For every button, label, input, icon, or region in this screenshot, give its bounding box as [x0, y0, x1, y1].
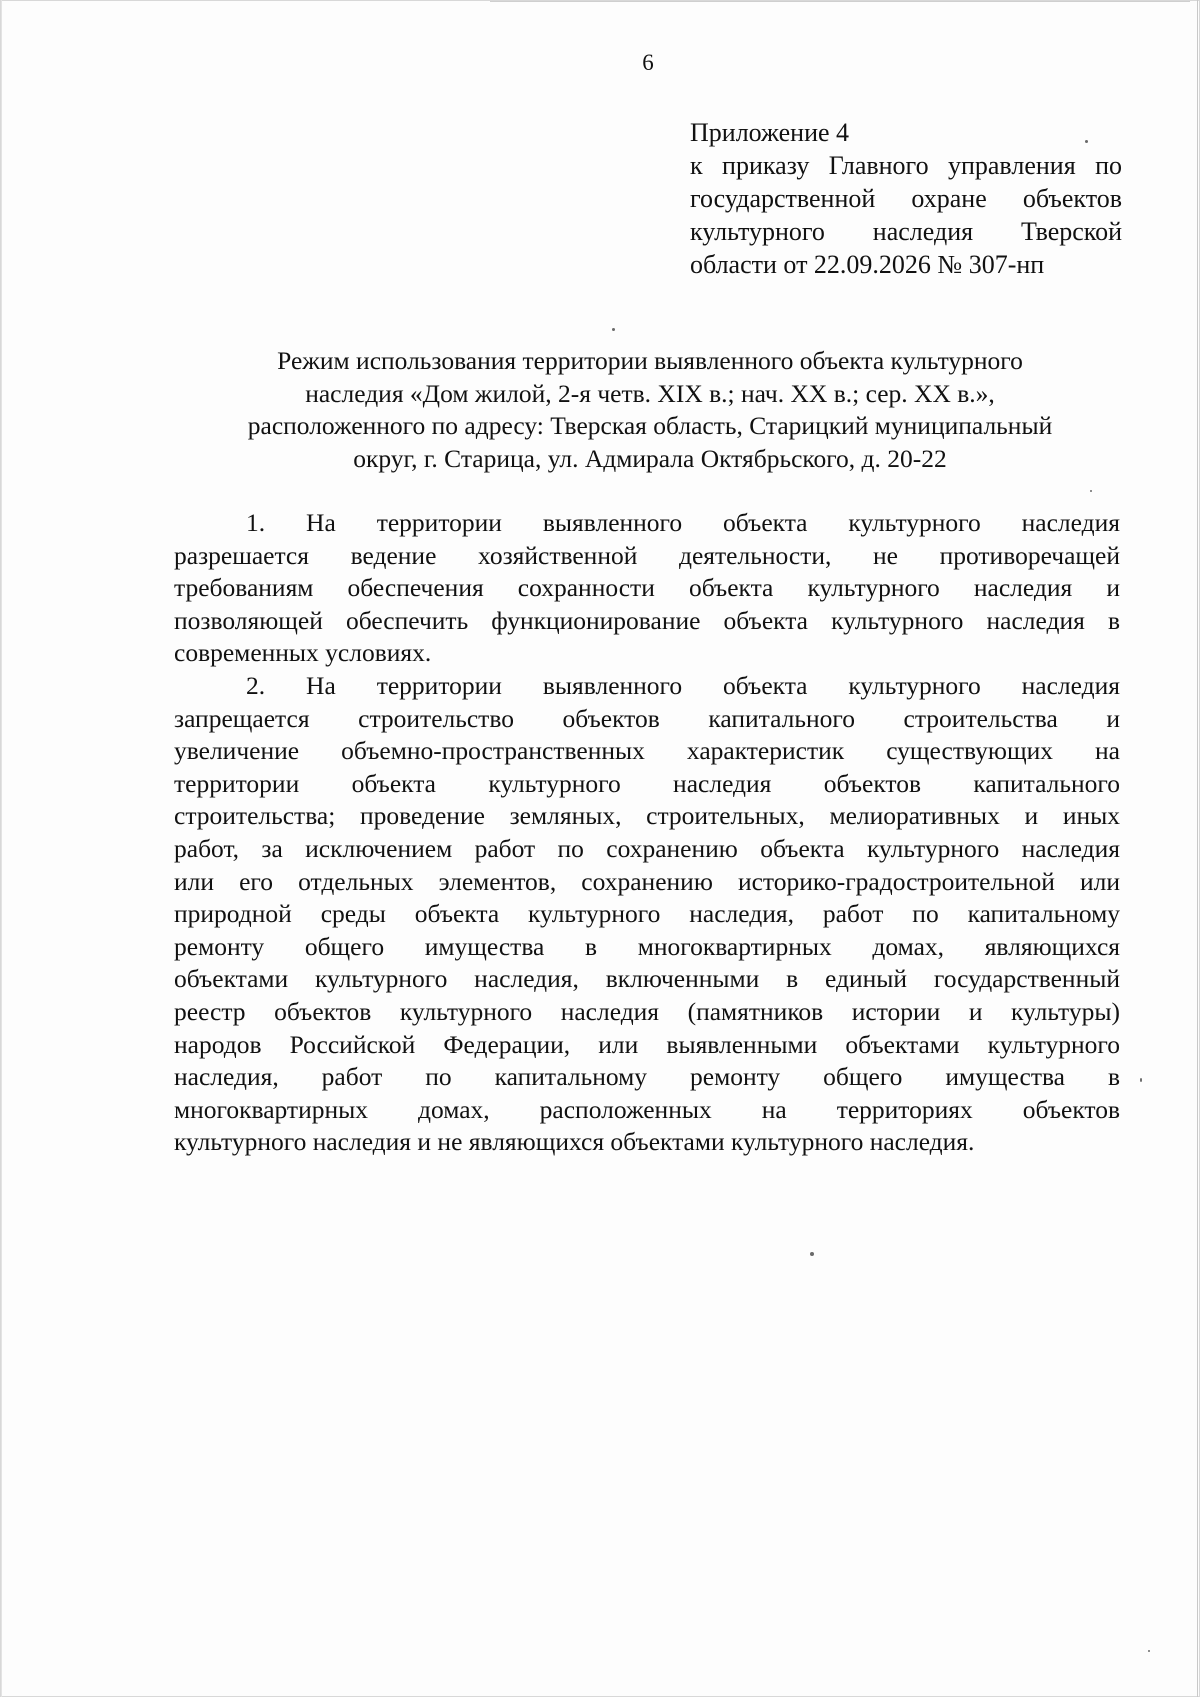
paragraph-line: народов Российской Федерации, или выявленными объектами культурного [174, 1029, 1120, 1059]
annex-line: к приказу Главного управления по [690, 151, 1122, 180]
scan-speck [810, 1252, 814, 1256]
paragraph-line: наследия, работ по капитальному ремонту общего имущества в [174, 1062, 1120, 1092]
paragraph-1 [174, 507, 1120, 670]
scan-speck [1085, 140, 1088, 143]
paragraph-line: увеличение объемно-пространственных характеристик существующих на [174, 736, 1120, 766]
paragraph-line: современных условиях. [174, 638, 432, 668]
scan-edge-top [490, 1, 1190, 2]
paragraph-line: культурного наследия и не являющихся объектами культурного наследия. [174, 1127, 975, 1157]
paragraph-line: позволяющей обеспечить функционирование объекта культурного наследия в [174, 605, 1120, 635]
title-line: расположенного по адресу: Тверская область, Старицкий муниципальный [247, 411, 1053, 440]
page-number: 6 [642, 50, 654, 75]
paragraph-line: 1. На территории выявленного объекта культурного наследия [246, 508, 1120, 537]
paragraph-line: реестр объектов культурного наследия (памятников истории и культуры) [174, 996, 1120, 1026]
paragraph-line: требованиям обеспечения сохранности объекта культурного наследия и [174, 573, 1120, 603]
paragraph-line: ремонту общего имущества в многоквартирных домах, являющихся [174, 931, 1120, 961]
annex-line: культурного наследия Тверской [690, 217, 1122, 246]
paragraph-line: запрещается строительство объектов капитального строительства и [174, 703, 1120, 733]
document-title [170, 345, 1130, 475]
title-line: наследия «Дом жилой, 2-я четв. XIX в.; нач. XX в.; сер. XX в.», [305, 378, 995, 408]
annex-reference [690, 116, 1122, 281]
paragraph-line: объектами культурного наследия, включенными в единый государственный [174, 964, 1120, 994]
paragraph-line: разрешается ведение хозяйственной деятельности, не противоречащей [174, 540, 1120, 570]
title-line: округ, г. Старица, ул. Адмирала Октябрьского, д. 20-22 [353, 443, 947, 473]
paragraph-line: природной среды объекта культурного наследия, работ по капитальному [174, 899, 1120, 929]
annex-line: области от 22.09.2026 № 307-нп [690, 250, 1045, 279]
paragraph-line: работ, за исключением работ по сохранению объекта культурного наследия [174, 833, 1120, 863]
paragraph-line: 2. На территории выявленного объекта культурного наследия [246, 670, 1120, 700]
paragraph-line: многоквартирных домах, расположенных на территориях объектов [174, 1094, 1120, 1124]
title-line: Режим использования территории выявленного объекта культурного [277, 346, 1023, 375]
scan-speck [1090, 490, 1092, 492]
paragraph-2 [174, 670, 1120, 1159]
paragraph-line: строительства; проведение земляных, строительных, мелиоративных и иных [174, 801, 1120, 831]
document-body [174, 507, 1120, 1159]
annex-line: государственной охране объектов [690, 184, 1122, 213]
scan-speck [1140, 1078, 1142, 1082]
scan-speck [612, 328, 615, 331]
paragraph-line: территории объекта культурного наследия объектов капитального [174, 768, 1120, 798]
scan-speck [1148, 1650, 1150, 1652]
scan-edge-left [1, 0, 2, 1697]
annex-line: Приложение 4 [690, 118, 850, 147]
paragraph-line: или его отдельных элементов, сохранению историко-градостроительной или [174, 866, 1120, 896]
scan-edge-right [1197, 0, 1198, 1697]
